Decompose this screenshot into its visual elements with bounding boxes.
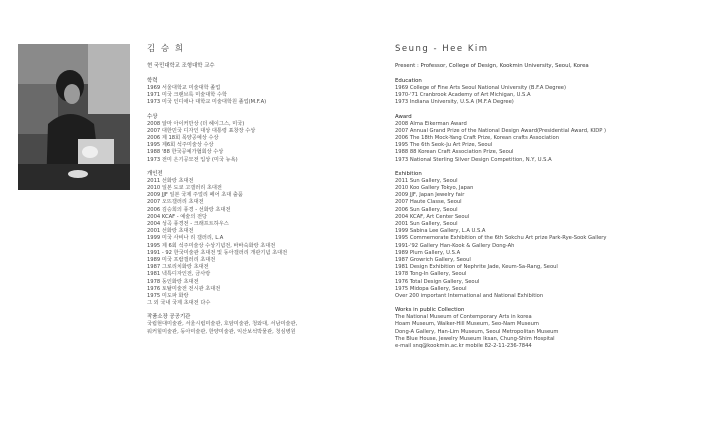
list-item: 2010 Koo Gallery Tokyo, Japan (395, 185, 474, 192)
list-item: 1976 토탈미술전 전시관 초대전 (147, 285, 221, 292)
list-item: 1995 제6회 석주미술상 수상 (147, 142, 214, 149)
list-item: 1999 Sabina Lee Gallery, L.A U.S.A (395, 228, 486, 235)
list-item: The National Museum of Contemporary Arts in korea (395, 314, 532, 321)
education-heading-korean: 학력 (147, 78, 158, 84)
list-item: 1973 전미 은기공모전 입상 (미국 뉴욕) (147, 156, 238, 163)
list-item: 1999 미국 사비나 리 갤러리, L.A (147, 235, 224, 242)
list-item: The Blue House, Jewelry Museum Iksan, Chung-Shim Hospital (395, 335, 555, 342)
list-item: 2011 Sun Gallery, Seoul (395, 177, 458, 184)
list-item: 2004 KCAF, Art Center Seoul (395, 213, 470, 220)
exhibitions-list-korean (147, 178, 347, 308)
list-item: 1978 동인화랑 초대전 (147, 278, 199, 285)
education-list-korean (147, 85, 347, 107)
awards-heading-english: Award (395, 113, 412, 120)
list-item: 1987 그로리치화랑 초대전 (147, 264, 209, 271)
list-item: 1969 서울대학교 미술대학 졸업 (147, 85, 221, 91)
list-item: 1981 넥특디자인전, 금사랑 (147, 271, 211, 278)
list-item: 1971 미국 크랜브룩 미술대학 수학 (147, 92, 227, 99)
list-item: 1978 Tong-In Gallery, Seoul (395, 271, 467, 278)
list-item: 그 외 국내 국제 초대전 다수 (147, 300, 211, 307)
list-item: 2007 Annual Grand Prize of the National Design Award(Presidential Award, KIDP ) (395, 127, 607, 134)
list-item: 1975 미도파 화랑 (147, 293, 189, 300)
list-item: 2006 The 18th Mock-Yang Craft Prize, Korean crafts Association (395, 135, 559, 142)
list-item: 워커힐미술관, 동아미술관, 한양미술관, 익산보석박물관, 청심병원 (147, 328, 296, 335)
education-list-english (395, 85, 715, 107)
list-item: 2010 일본 도쿄 고갤러리 초대전 (147, 185, 222, 192)
list-item: 2007 오뜨갤러리 초대전 (147, 199, 204, 206)
list-item: 1988 '88 한국공예가협회상 수상 (147, 149, 224, 156)
list-item: 1989 Plum Gallery, U.S.A (395, 249, 461, 256)
list-item: 1975 Midopa Gallery, Seoul (395, 285, 467, 292)
list-item: 2006 Sun Gallery, Seoul (395, 206, 458, 213)
education-heading-english: Education (395, 78, 422, 84)
artist-portrait-photo (18, 44, 130, 190)
list-item: 2007 대한민국 디자인 대상 대통령 표창장 수상 (147, 127, 256, 134)
list-item: 1995 Commemorate Exhibition of the 6th Sokchu Art prize Park-Rye-Sook Gallery (395, 235, 607, 242)
list-item: 1973 National Sterling Silver Design Competition, N.Y, U.S.A (395, 156, 552, 163)
exhibitions-heading-english: Exhibition (395, 170, 422, 177)
list-item: 2009 JJF, Japan Jewelry fair (395, 192, 465, 199)
list-item: 1970-'71 Cranbrook Academy of Art Michigan, U.S.A (395, 92, 531, 99)
awards-list-english (395, 121, 715, 164)
list-item: 2004 KCAF - 예술의 전당 (147, 213, 207, 220)
korean-profile-column (147, 44, 347, 336)
collections-heading-korean: 작품소장 공공기관 (147, 314, 191, 321)
exhibitions-list-english (395, 178, 715, 300)
list-item: Hoam Museum, Walker-Hill Museum, Seo-Nam Museum (395, 321, 539, 328)
list-item: 1988 88 Korean Craft Association Prize, Seoul (395, 149, 514, 156)
awards-list-korean (147, 121, 347, 164)
present-position-korean: 현 국민대학교 조형대학 교수 (147, 63, 215, 69)
list-item: 2008 알마 아이커만상 (더 헤이그스, 미국) (147, 120, 245, 127)
list-item: 2008 Alma Eikerman Award (395, 120, 467, 127)
list-item: 1995 제 6회 석주미술상 수상기념전, 바바숙화랑 초대전 (147, 242, 276, 249)
list-item: 1995 The 6th Seok-Ju Art Prize, Seoul (395, 142, 493, 149)
list-item: 2004 성곡 풍경전 - 크래프트하우스 (147, 221, 229, 228)
list-item: 1973 Indiana University, U.S.A (M.F.A Degree) (395, 99, 514, 106)
english-profile-column (395, 44, 715, 350)
contact-line: e-mail snq@kookmin.ac.kr mobile 82-2-11-236-7844 (395, 343, 532, 350)
list-item: 2009 JJF 일본 국제 주얼리 페어 초대 출품 (147, 192, 243, 199)
list-item: 1991 - 92 한국미술관 초대전 및 동아갤러리 개관기념 초대전 (147, 249, 288, 256)
list-item: 국립현대미술관, 서울시립미술관, 호암미술관, 청와대, 서남미술관, (147, 321, 298, 328)
list-item: Over 200 important International and National Exhibition (395, 293, 544, 300)
list-item: 2006 제 18회 목양공예상 수상 (147, 135, 219, 142)
list-item: 1981 Design Exhibition of Nephrite Jade, Keum-Sa-Rang, Seoul (395, 264, 558, 271)
list-item: 1969 College of Fine Arts Seoul National University (B.F.A Degree) (395, 85, 566, 91)
list-item: Dong-A Gallery, Han-Lim Museum, Seoul Metropolitan Museum (395, 328, 559, 335)
awards-heading-korean: 수상 (147, 113, 158, 120)
collections-list-english (395, 314, 715, 350)
list-item: 1991-'92 Gallery Han-Kook & Gallery Dong-Ah (395, 242, 515, 249)
list-item: 1973 미국 인디애나 대학교 미술대학원 졸업(M.F.A) (147, 99, 267, 106)
collections-heading-english: Works in public Collection (395, 307, 465, 314)
collections-list-korean (147, 321, 347, 335)
list-item: 2011 선화랑 초대전 (147, 177, 194, 184)
list-item: 1987 Growrich Gallery, Seoul (395, 257, 471, 264)
list-item: 2006 김승희의 풍경 - 선화랑 초대전 (147, 206, 231, 213)
list-item: 2001 Sun Gallery, Seoul (395, 221, 458, 228)
present-position-english: Present : Professor, College of Design, Kookmin University, Seoul, Korea (395, 63, 589, 69)
list-item: 2001 선화랑 초대전 (147, 228, 194, 235)
artist-name-korean: 김 승 희 (147, 44, 185, 54)
exhibitions-heading-korean: 개인전 (147, 170, 163, 177)
artist-name-english: Seung - Hee Kim (395, 44, 489, 54)
list-item: 1976 Total Design Gallery, Seoul (395, 278, 480, 285)
list-item: 2007 Haute Classe, Seoul (395, 199, 462, 206)
list-item: 1989 미국 프랍갤러리 초대전 (147, 257, 216, 264)
